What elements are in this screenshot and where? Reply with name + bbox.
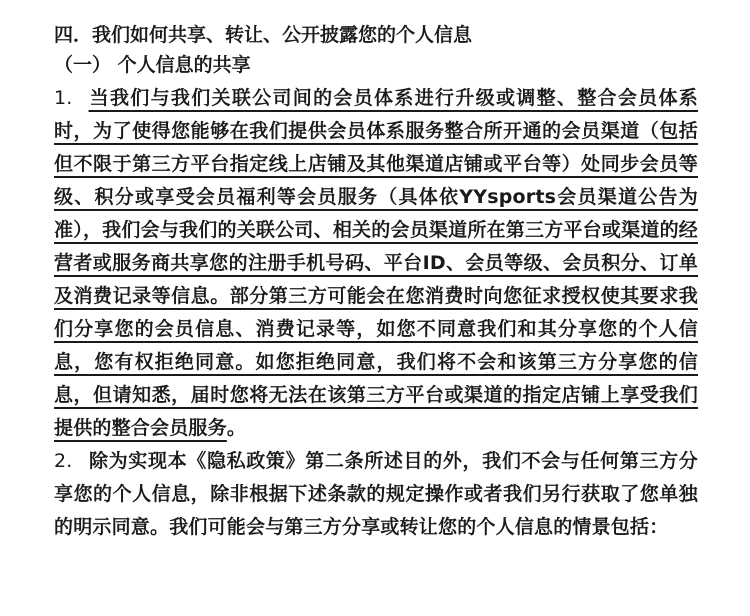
item-text: 除为实现本《隐私政策》第二条所述目的外，我们不会与任何第三方分享您的个人信息，除非根据下述条款的规定操作或者我们另行获取了您单独的明示同意。我们可能会与第三方分享或转让您的个人信息的情景包括： <box>54 450 698 538</box>
section-subheading: （一） 个人信息的共享 <box>54 54 251 76</box>
item-trailing-text: 。 <box>226 417 247 439</box>
section-heading: 四．我们如何共享、转让、公开披露您的个人信息 <box>54 24 473 46</box>
item-number: 1. <box>54 87 73 109</box>
underlined-clause: 当我们与我们关联公司间的会员体系进行升级或调整、整合会员体系时，为了使得您能够在我们提供会员体系服务整合所开通的会员渠道（包括但不限于第三方平台指定线上店铺及其他渠道店铺或平台等）处同步会员等级、积分或享受会员福利等会员服务（具体依YYsports会员渠道公告为准），我们会与我们的关联公司、相关的会员渠道所在第三方平台或渠道的经营者或服务商共享您的注册手机号码、平台ID、会员等级、会员积分、订单及消费记录等信息。部分第三方可能会在您消费时向您征求授权使其要求我们分享您的会员信息、消费记录等，如您不同意我们和其分享您的个人信息，您有权拒绝同意。如您拒绝同意，我们将不会和该第三方分享您的信息，但请知悉，届时您将无法在该第三方平台或渠道的指定店铺上享受我们提供的整合会员服务 <box>54 87 698 439</box>
item-number: 2. <box>54 450 73 472</box>
list-item <box>54 82 698 445</box>
list-item <box>54 445 698 544</box>
